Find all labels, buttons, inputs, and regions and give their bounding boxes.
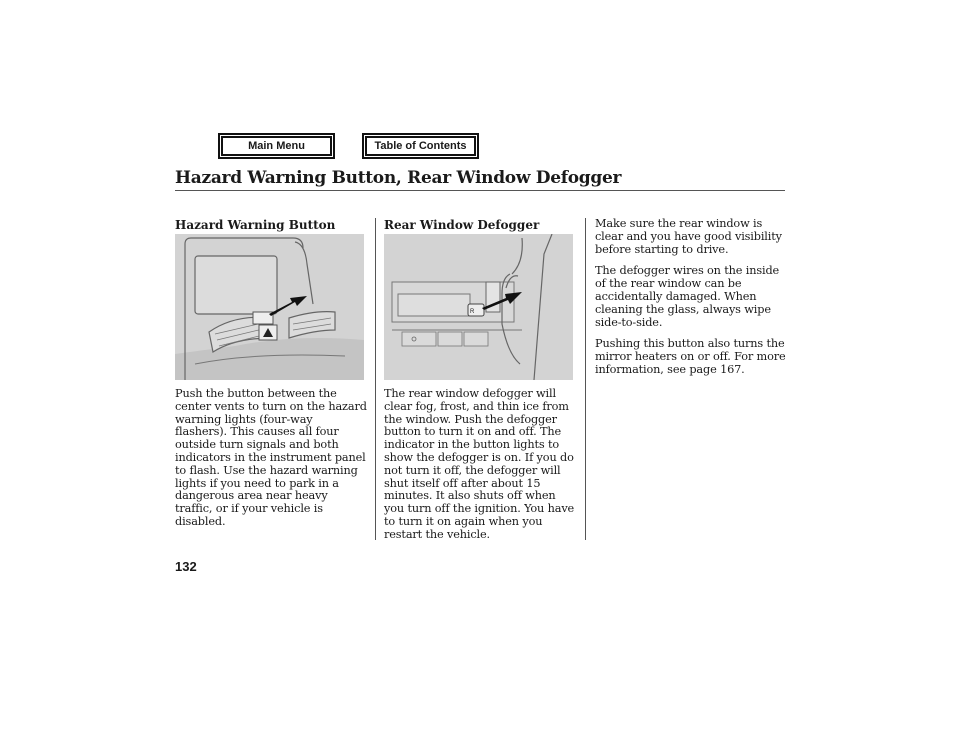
main-menu-button[interactable]: Main Menu bbox=[218, 133, 335, 159]
page-number: 132 bbox=[175, 559, 197, 574]
hazard-heading: Hazard Warning Button bbox=[175, 218, 336, 232]
column-divider bbox=[585, 218, 586, 540]
hazard-section bbox=[175, 218, 367, 538]
svg-text:R: R bbox=[470, 309, 475, 315]
defogger-section bbox=[384, 218, 576, 551]
page-title: Hazard Warning Button, Rear Window Defogger bbox=[175, 168, 622, 188]
table-of-contents-button[interactable]: Table of Contents bbox=[362, 133, 479, 159]
defogger-paragraph: The rear window defogger will clear fog, frost, and thin ice from the window. Push the defogger button to turn it on and off. The indicator in the button lights to show the defogger is on. If you do not turn it off, the defogger will shut itself off after about 15 minutes. It also shuts off when you turn off the ignition. You have to turn it on again when you restart the vehicle. bbox=[384, 387, 575, 541]
note-paragraph: Make sure the rear window is clear and you have good visibility before starting to drive. bbox=[595, 217, 782, 256]
title-divider bbox=[175, 190, 785, 191]
notes-section bbox=[595, 218, 787, 386]
note-paragraph: Pushing this button also turns the mirror heaters on or off. For more information, see page 167. bbox=[595, 337, 786, 376]
defogger-heading: Rear Window Defogger bbox=[384, 218, 540, 232]
note-paragraph: The defogger wires on the inside of the rear window can be accidentally damaged. When cleaning the glass, always wipe side-to-side. bbox=[595, 264, 780, 329]
column-divider bbox=[375, 218, 376, 540]
defogger-dashboard-illustration bbox=[384, 234, 573, 380]
hazard-dashboard-illustration bbox=[175, 234, 364, 380]
hazard-paragraph: Push the button between the center vents to turn on the hazard warning lights (four-way flashers). This causes all four outside turn signals and both indicators in the instrument panel to flash. Use the hazard warning lights if you need to park in a dangerous area near heavy traffic, or if your vehicle is disabled. bbox=[175, 387, 367, 528]
